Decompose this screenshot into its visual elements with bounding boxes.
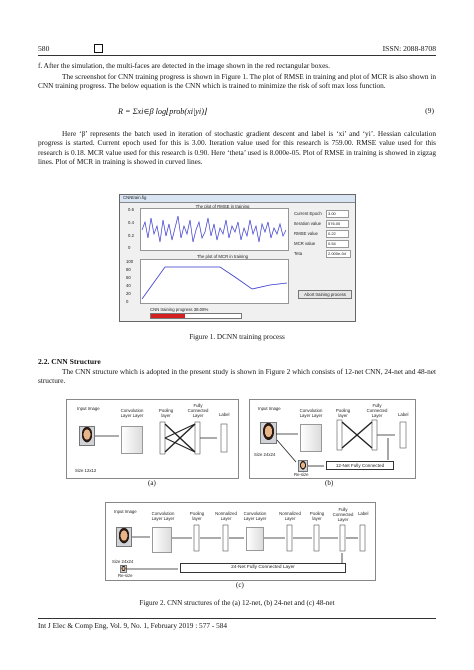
para-f: f. After the simulation, the multi-faces are detected in the image shown in the red rectangular boxes. [38,61,330,70]
fc-layer-label: Fully Connected Layer [187,403,209,418]
24net-fc-bar: 24-Net Fully Connected Layer [180,563,346,573]
rmse-field: 0.22 [326,230,349,238]
conv1-label: Convolution Layer Layer [151,511,175,521]
mcr-label: MCR value [294,241,316,246]
input-image-label: Input Image [258,406,281,411]
rmse-label: RMSE value [294,231,318,236]
input-image-label: Input Image [77,406,100,411]
rmse-tick: 0 [128,245,131,250]
iteration-label: Iteration value [294,221,321,226]
norm1-label: Normalized Layer [215,511,237,521]
conv-layer-label: Convolution Layer Layer [299,408,323,418]
tag-c: (c) [236,581,244,589]
mcr-y-ticks [126,259,136,303]
pooling-layer-label: Pooling layer [335,408,351,418]
section-text: The CNN structure which is adopted in the present study is shown in Figure 2 which consists of 12-net CNN, 24-net and 48-net structure. [38,367,436,386]
footer-rule [38,618,436,619]
pool1-label: Pooling layer [189,511,205,521]
mcr-plot [140,259,290,305]
epoch-label: Current Epoch [294,211,322,216]
size-label: Size 12x12 [75,468,97,473]
rmse-tick: 0.4 [128,220,134,225]
para-details: Here ‘β’ represents the batch used in iteration of stochastic gradient descent and label is ‘xi’ and ‘yi’. Hessian calculation progress is started. Current epoch used for this is 3.00. Iteration value used for this research is 759.00. RMSE value used for this research is 0.18. MCR value used for this research is 0.90. Here ‘theta’ used is 8.000e-05. Plot of RMSE in training is showed in zigzag lines. Plot of MCR in training is showed in curved lines. [38,129,436,167]
cnn-12net-diagram [66,399,239,479]
equation: R = Σxi∈β log⌊prob(xi|yi)⌋ [118,107,208,116]
conv-layer-label: Convolution Layer Layer [120,408,144,418]
fc-layer-label: Fully Connected Layer [366,403,388,418]
label-text: Label [398,412,409,417]
iteration-field: 576.00 [326,220,349,228]
teta-field: 2.000e-04 [326,250,351,258]
teta-label: Teta [294,251,303,256]
window-title: CNNtrain.fig [123,195,147,200]
mcr-tick: 0 [126,299,129,304]
resize-label: Re-size [118,573,133,578]
window-titlebar [120,195,355,203]
mcr-plot-title: The plot of MCR in training [196,254,249,259]
mcr-field: 0.54 [326,240,349,248]
conv2-label: Convolution Layer Layer [243,511,267,521]
fc-layer-label: Fully Connected Layer [332,507,354,522]
12net-connections [67,400,238,478]
equation-number: (9) [425,106,434,115]
progress-fill [151,314,185,318]
mcr-tick: 60 [126,275,131,280]
12net-fc-bar: 12-Net Fully Connected [326,461,394,470]
rmse-plot [140,208,290,252]
issn: ISSN: 2088-8708 [382,44,436,53]
label-text: Label [358,511,369,516]
tag-a: (a) [148,479,156,487]
para-intro: The screenshot for CNN training progress is shown in Figure 1. The plot of RMSE in training and plot of MCR is also shown in CNN training progress. The below equation is the CNN which is trained to minimize the risk of soft max loss function. [38,72,436,91]
label-text: Label [219,412,230,417]
training-progress-bar [150,313,242,319]
input-image-label: Input Image [114,509,137,514]
pooling-layer-label: Pooling layer [158,408,174,418]
checkbox-glyph-icon [94,44,103,53]
figure1-caption: Figure 1. DCNN training process [189,333,285,341]
abort-training-button[interactable]: Abort training process [298,290,352,299]
mcr-tick: 80 [126,267,131,272]
figure2-caption: Figure 2. CNN structures of the (a) 12-net, (b) 24-net and (c) 48-net [139,599,335,607]
mcr-tick: 20 [126,291,131,296]
mcr-tick: 40 [126,283,131,288]
progress-label: CNN training progress 38.08% [150,307,209,312]
rmse-tick: 0.6 [128,207,134,212]
rmse-y-ticks [128,207,133,249]
rmse-plot-title: The plot of RMSE in training [195,204,250,209]
page-number: 580 [38,44,50,53]
tag-b: (b) [325,479,334,487]
resize-label: Re-size [294,472,309,477]
cnn-24net-diagram [249,399,416,479]
footer-citation: Int J Elec & Comp Eng, Vol. 9, No. 1, February 2019 : 577 - 584 [38,621,228,630]
mcr-tick: 100 [126,259,134,264]
rmse-tick: 0.2 [128,233,134,238]
cnn-48net-diagram [105,502,376,581]
training-window [119,194,356,322]
norm2-label: Normalized Layer [279,511,301,521]
header-rule [38,55,436,56]
section-heading: 2.2. CNN Structure [38,357,101,366]
epoch-field: 3.00 [326,210,349,218]
size-label: Size 24x24 [112,559,134,564]
pool2-label: Pooling layer [309,511,325,521]
size-label: Size 24x24 [254,452,276,457]
